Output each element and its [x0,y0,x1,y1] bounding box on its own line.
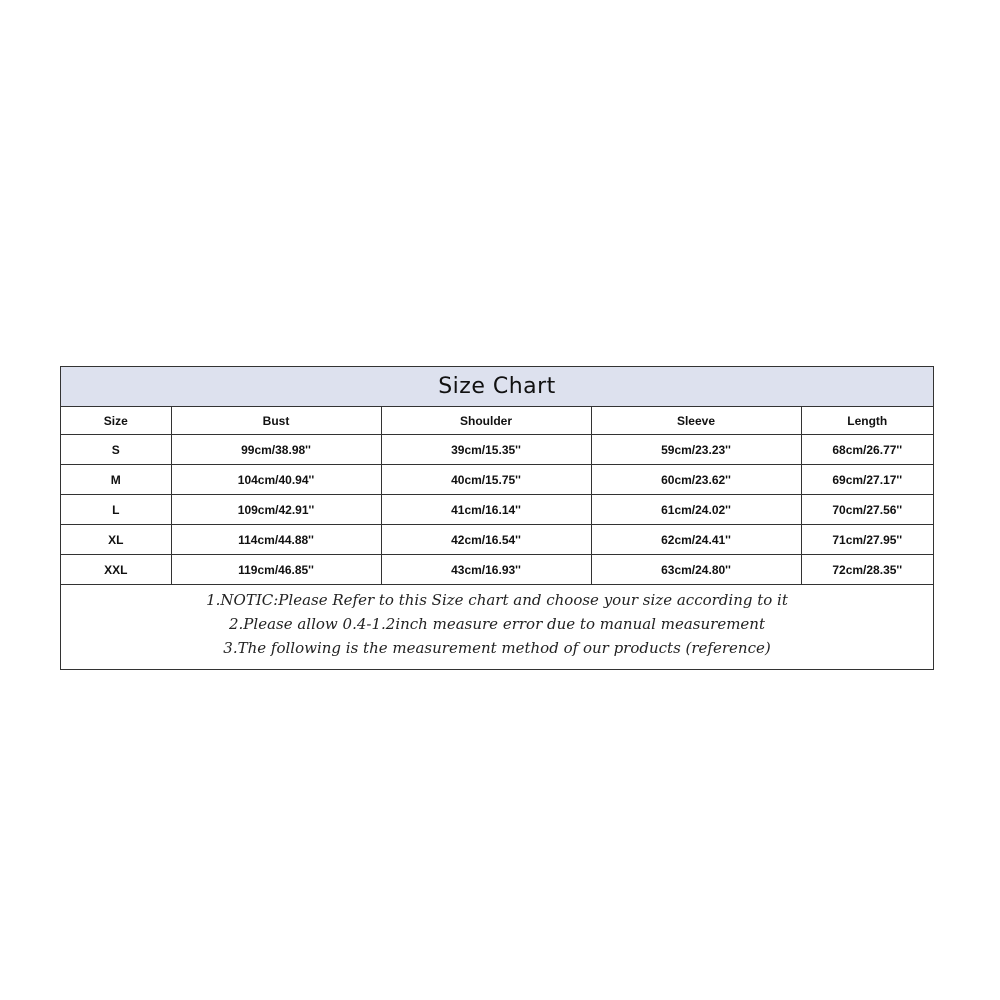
size-cell: XL [61,525,171,555]
sleeve-cell: 62cm/24.41'' [591,525,801,555]
sleeve-cell: 59cm/23.23'' [591,435,801,465]
shoulder-cell: 40cm/15.75'' [381,465,591,495]
column-header-sleeve: Sleeve [591,407,801,435]
table-row [61,525,933,555]
size-cell: L [61,495,171,525]
shoulder-cell: 41cm/16.14'' [381,495,591,525]
sleeve-cell: 61cm/24.02'' [591,495,801,525]
note-line: 1.NOTIC:Please Refer to this Size chart and choose your size according to it [206,591,788,609]
table-row [61,465,933,495]
notes-section [61,585,933,669]
header-row [61,407,933,435]
chart-title: Size Chart [61,367,933,407]
size-cell: S [61,435,171,465]
column-header-bust: Bust [171,407,381,435]
shoulder-cell: 43cm/16.93'' [381,555,591,585]
bust-cell: 104cm/40.94'' [171,465,381,495]
table-row [61,495,933,525]
size-cell: XXL [61,555,171,585]
size-table [61,407,933,585]
length-cell: 69cm/27.17'' [801,465,933,495]
sleeve-cell: 63cm/24.80'' [591,555,801,585]
size-chart [60,366,934,670]
bust-cell: 114cm/44.88'' [171,525,381,555]
sleeve-cell: 60cm/23.62'' [591,465,801,495]
column-header-shoulder: Shoulder [381,407,591,435]
bust-cell: 99cm/38.98'' [171,435,381,465]
shoulder-cell: 42cm/16.54'' [381,525,591,555]
table-row [61,435,933,465]
note-line: 2.Please allow 0.4-1.2inch measure error due to manual measurement [229,615,765,633]
length-cell: 71cm/27.95'' [801,525,933,555]
length-cell: 68cm/26.77'' [801,435,933,465]
table-row [61,555,933,585]
column-header-size: Size [61,407,171,435]
column-header-length: Length [801,407,933,435]
bust-cell: 109cm/42.91'' [171,495,381,525]
size-cell: M [61,465,171,495]
shoulder-cell: 39cm/15.35'' [381,435,591,465]
bust-cell: 119cm/46.85'' [171,555,381,585]
note-line: 3.The following is the measurement method of our products (reference) [223,639,771,657]
length-cell: 70cm/27.56'' [801,495,933,525]
length-cell: 72cm/28.35'' [801,555,933,585]
